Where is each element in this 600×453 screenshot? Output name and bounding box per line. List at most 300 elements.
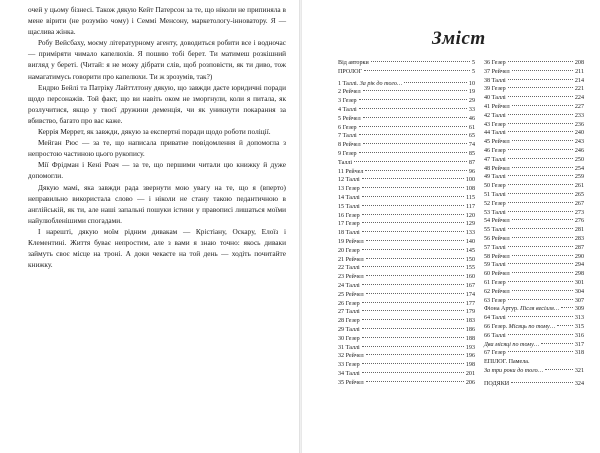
toc-entry-subtitle: Після весілля… [520,306,560,313]
acknowledgements-text [28,4,286,270]
toc-entry[interactable] [484,349,584,358]
toc-leader-dots [362,319,464,320]
toc-entry[interactable] [338,106,475,115]
toc-entry-label: 66 Таллі [484,332,506,339]
toc-entry[interactable] [484,323,584,332]
toc-entry-title [484,314,506,323]
toc-entry-label: 30 Гезер [338,335,360,342]
toc-entry-label: 16 Гезер [338,212,360,219]
toc-leader-dots [508,175,573,176]
toc-entry[interactable] [338,282,475,291]
toc-leader-dots [561,307,573,308]
toc-entry-label: Фіона Артур. [484,306,519,313]
toc-entry-title [484,305,559,314]
toc-page-number: 265 [574,191,584,198]
toc-entry-title [338,88,361,97]
toc-entry-title [338,370,360,379]
toc-leader-dots [508,281,573,282]
paragraph: Ендрю Бейлі та Патріку Лайттлтону дякую, що завжди даєте юридичні поради щодо персонажів. Той факт, що ви навіть оком не зморгнули, коли я питала, як розлучитися, якщо у твоєї дружини деменція, чи як уникнути покарання за вбивство, багато про вас каже. [28,82,286,125]
toc-leader-dots [366,293,464,294]
toc-leader-dots [512,272,573,273]
toc-entry-title [484,297,506,306]
toc-entry[interactable] [484,112,584,121]
toc-page-number: 315 [574,323,584,330]
toc-leader-dots [508,131,573,132]
toc-entry-label: 53 Таллі [484,209,506,216]
toc-page-number: 287 [574,244,584,251]
toc-entry-label: 58 Рейчел [484,253,510,260]
toc-leader-dots [404,82,467,83]
toc-entry-label: 3 Гезер [338,98,357,105]
toc-entry[interactable] [338,220,475,229]
toc-entry[interactable] [484,367,584,376]
toc-entry-title [338,194,360,203]
toc-entry-label: 13 Гезер [338,186,360,193]
toc-page-number: 236 [574,121,584,128]
toc-column-right [484,59,584,388]
toc-leader-dots [354,161,467,162]
toc-page-number: 290 [574,253,584,260]
toc-entry[interactable] [484,129,584,138]
toc-entry-label: 56 Рейчел [484,235,510,242]
toc-entry-title [338,238,364,247]
paragraph: Мейган Рюс — за те, що написала приватне повідомлення й допомогла з непростою частиною цього рукопису. [28,138,286,159]
toc-leader-dots [508,79,573,80]
toc-leader-dots [557,325,573,326]
toc-page-number: 316 [574,332,584,339]
toc-entry-title [484,182,506,191]
toc-entry-label: 37 Рейчел [484,68,510,75]
toc-entry[interactable] [484,77,584,86]
toc-leader-dots [508,351,573,352]
toc-page-number: 46 [468,115,475,122]
toc-entry-subtitle: За рік до того… [359,80,403,87]
toc-entry[interactable] [484,244,584,253]
toc-entry[interactable] [338,291,475,300]
toc-entry[interactable] [338,124,475,133]
toc-page-number: 243 [574,139,584,146]
toc-entry-label: 5 Рейчел [338,115,361,122]
toc-leader-dots [363,117,467,118]
toc-entry[interactable] [338,150,475,159]
toc-entry-label: 42 Таллі [484,112,506,119]
toc-entry[interactable] [484,253,584,262]
toc-entry-label: 57 Таллі [484,244,506,251]
toc-entry[interactable] [484,380,584,389]
toc-leader-dots [366,240,464,241]
toc-entry-title [484,279,506,288]
toc-entry[interactable] [338,176,475,185]
toc-entry[interactable] [484,156,584,165]
toc-page-number: 65 [468,133,475,140]
toc-page-number: 221 [574,86,584,93]
toc-entry-title [338,141,361,150]
toc-page-number: 100 [465,177,475,184]
toc-entry-title [484,77,506,86]
toc-entry-subtitle: За три роки до того… [484,367,544,374]
toc-page-number: 301 [574,279,584,286]
toc-entry-label: 67 Гезер [484,350,506,357]
toc-entry[interactable] [484,358,584,367]
toc-leader-dots [362,222,464,223]
toc-entry[interactable] [338,256,475,265]
toc-entry[interactable] [484,297,584,306]
toc-page-number: 273 [574,209,584,216]
toc-entry-label: 47 Таллі [484,156,506,163]
toc-leader-dots [508,299,573,300]
toc-entry-title [484,191,506,200]
toc-entry-title [484,270,510,279]
toc-entry-title [484,349,506,358]
toc-entry[interactable] [338,168,475,177]
toc-entry-label: 55 Таллі [484,227,506,234]
toc-entry[interactable] [338,308,475,317]
toc-leader-dots [508,184,573,185]
toc-page-number: 283 [574,235,584,242]
toc-entry-label: 22 Таллі [338,265,360,272]
toc-leader-dots [366,258,464,259]
toc-page-number: 188 [465,335,475,342]
toc-entry[interactable] [338,247,475,256]
toc-entry[interactable] [338,132,475,141]
toc-page-number: 85 [468,150,475,157]
toc-entry-title [484,332,506,341]
toc-entry-label: 40 Таллі [484,95,506,102]
paragraph: очей у цьому бізнесі. Також дякую Кейт Патерсон за те, що ніколи не припиняла в мене вірити (не розумію чому) і Семмі Менсону, маркетологу-інноватору. Я — щаслива жінка. [28,5,286,37]
toc-entry-label: 7 Таллі [338,133,357,140]
toc-page-number: 117 [466,203,475,210]
toc-entry-title [338,344,360,353]
toc-leader-dots [366,354,464,355]
toc-leader-dots [362,249,464,250]
toc-entry[interactable] [484,235,584,244]
toc-page-number: 160 [465,274,475,281]
toc-entry-label: 39 Гезер [484,86,506,93]
paragraph: Мії Фрідман і Кені Роач — за те, що першими читали цю книжку й дуже допомогли. [28,160,286,181]
toc-entry-label: 12 Таллі [338,177,360,184]
toc-entry[interactable] [484,59,584,68]
toc-entry-title [338,220,360,229]
toc-entry-label: 28 Гезер [338,318,360,325]
toc-leader-dots [508,193,573,194]
toc-page-number: 321 [574,367,584,374]
toc-leader-dots [365,170,466,171]
toc-entry-label: 51 Таллі [484,191,506,198]
toc-leader-dots [363,90,467,91]
toc-entry-title [338,203,360,212]
toc-page-number: 61 [468,124,475,131]
toc-page-number: 250 [574,156,584,163]
toc-entry[interactable] [338,212,475,221]
toc-entry[interactable] [338,141,475,150]
toc-entry[interactable] [338,326,475,335]
toc-entry-label: 31 Таллі [338,344,360,351]
toc-leader-dots [362,310,464,311]
toc-entry-title [484,165,510,174]
toc-page-number: 174 [465,291,475,298]
toc-entry-label: ЕПІЛОГ. Памела. [484,359,530,366]
toc-entry[interactable] [484,217,584,226]
toc-entry[interactable] [484,103,584,112]
toc-leader-dots [359,126,467,127]
toc-entry[interactable] [338,317,475,326]
toc-entry-title [338,247,360,256]
toc-entry[interactable] [484,279,584,288]
toc-entry[interactable] [338,300,475,309]
toc-entry-label: Таллі [338,159,353,166]
toc-leader-dots [364,70,470,71]
toc-page-number: 33 [468,106,475,113]
toc-entry[interactable] [484,191,584,200]
toc-leader-dots [362,231,464,232]
toc-entry-title [484,341,539,350]
toc-entry-label: 50 Гезер [484,183,506,190]
toc-entry[interactable] [338,68,475,77]
toc-entry[interactable] [338,335,475,344]
toc-entry-label: 19 Рейчел [338,238,364,245]
toc-page-number: 246 [574,147,584,154]
toc-entry-label: 62 Рейчел [484,288,510,295]
toc-entry[interactable] [338,203,475,212]
toc-leader-dots [362,302,464,303]
toc-entry-label: 41 Рейчел [484,103,510,110]
toc-leader-dots [508,246,573,247]
toc-page-number: 177 [465,300,475,307]
toc-leader-dots [508,263,573,264]
toc-leader-dots [512,70,573,71]
toc-entry-title [338,80,402,89]
toc-entry-label: 34 Таллі [338,370,360,377]
toc-leader-dots [362,205,464,206]
toc-entry-label: 15 Таллі [338,203,360,210]
toc-entry-title [484,226,506,235]
paragraph: І нарешті, дякую моїм рідним дивакам — Крістіану, Оскару, Елоїз і Клементині. Життя буває непростим, але з вами я знаю точно: якось диваки займуть своє місце на троні. А доки чекаєте на той день — ходіть почитайте книжку. [28,226,286,270]
toc-entry[interactable] [484,182,584,191]
toc-leader-dots [359,134,467,135]
toc-page-number: 276 [574,218,584,225]
toc-entry-subtitle: Два місяці по тому… [484,341,540,348]
toc-entry-label: 26 Гезер [338,300,360,307]
toc-entry[interactable] [338,159,475,168]
toc-page-number: 74 [468,142,475,149]
toc-leader-dots [508,123,573,124]
toc-leader-dots [508,96,573,97]
toc-page-number: 96 [468,168,475,175]
toc-page-number: 267 [574,200,584,207]
toc-entry[interactable] [484,173,584,182]
toc-leader-dots [508,158,573,159]
right-page [302,0,600,453]
toc-entry[interactable] [338,80,475,89]
toc-entry-title [484,68,510,77]
toc-page-number: 318 [574,350,584,357]
toc-entry-label: 63 Гезер [484,297,506,304]
toc-entry-label: 38 Таллі [484,77,506,84]
toc-page-number: 208 [574,60,584,66]
toc-page-number: 193 [465,344,475,351]
toc-entry-title [484,156,506,165]
toc-entry-label: 23 Рейчел [338,274,364,281]
toc-entry-label: 21 Рейчел [338,256,364,263]
toc-entry[interactable] [338,361,475,370]
toc-entry[interactable] [338,97,475,106]
toc-entry[interactable] [338,194,475,203]
toc-entry-title [338,168,363,177]
toc-entry[interactable] [484,209,584,218]
toc-page-number: 233 [574,112,584,119]
toc-leader-dots [362,372,464,373]
toc-entry-title [338,326,360,335]
toc-entry-title [484,209,506,218]
toc-entry[interactable] [338,273,475,282]
toc-page-number: 115 [466,194,475,201]
toc-entry-label: ПОДЯКИ [484,380,510,387]
toc-entry[interactable] [484,147,584,156]
toc-entry-title [338,115,361,124]
toc-page-number: 155 [465,265,475,272]
toc-entry-label: 60 Рейчел [484,271,510,278]
toc-entry-title [338,106,357,115]
toc-entry-label: 1 Таллі. [338,80,359,87]
toc-entry[interactable] [338,264,475,273]
toc-page-number: 87 [468,159,475,166]
toc-leader-dots [362,214,464,215]
toc-page-number: 259 [574,174,584,181]
toc-entry[interactable] [484,85,584,94]
toc-entry-title [338,317,360,326]
toc-leader-dots [545,369,573,370]
toc-entry-title [338,308,360,317]
toc-entry-title [338,68,362,77]
toc-entry-title [484,358,530,367]
toc-entry[interactable] [484,270,584,279]
toc-page-number: 140 [465,238,475,245]
toc-entry-label: 44 Таллі [484,130,506,137]
toc-entry-title [484,147,506,156]
toc-entry[interactable] [484,226,584,235]
toc-entry-title [338,150,357,159]
toc-entry[interactable] [484,138,584,147]
toc-entry-label: 43 Гезер [484,121,506,128]
toc-entry-label: 46 Гезер [484,147,506,154]
toc-entry[interactable] [338,229,475,238]
toc-title: Зміст [432,28,486,49]
toc-entry[interactable] [484,332,584,341]
toc-leader-dots [363,143,467,144]
toc-leader-dots [541,343,573,344]
toc-entry[interactable] [484,261,584,270]
toc-page-number: 254 [574,165,584,172]
toc-entry-title [338,282,360,291]
toc-entry[interactable] [484,121,584,130]
toc-entry-title [338,159,352,168]
toc-entry[interactable] [338,344,475,353]
toc-page-number: 5 [471,68,475,75]
toc-entry[interactable] [484,200,584,209]
toc-entry-title [338,335,360,344]
toc-leader-dots [508,211,573,212]
toc-entry[interactable] [484,165,584,174]
toc-entry-label: 2 Рейчел [338,89,361,96]
toc-entry-title [338,97,357,106]
toc-entry-label: 20 Гезер [338,247,360,254]
toc-leader-dots [512,255,573,256]
toc-column-left [338,59,475,387]
toc-page-number: 309 [574,306,584,313]
toc-entry[interactable] [338,238,475,247]
toc-leader-dots [362,196,464,197]
toc-entry-label: 17 Гезер [338,221,360,228]
toc-entry-title [338,361,360,370]
toc-leader-dots [512,167,573,168]
toc-entry-label: 52 Гезер [484,200,506,207]
toc-entry-title [338,176,360,185]
toc-leader-dots [362,266,464,267]
toc-entry-title [484,129,506,138]
toc-page-number: 196 [465,353,475,360]
toc-page-number: 206 [465,379,475,386]
toc-entry[interactable] [338,115,475,124]
toc-entry-title [484,217,510,226]
toc-entry-title [484,288,510,297]
toc-entry[interactable] [484,288,584,297]
toc-leader-dots [371,61,470,62]
paragraph: Дякую мамі, яка завжди рада звернути мою увагу на те, що я (вперто) неправильно використала слово — і ніколи не стану такою педантичною в англійській, як ти, але наші запальні пошуки істини у правописі лишаться моїми найулюбленішими спогадами. [28,182,286,225]
toc-entry-label: 32 Рейчел [338,353,364,360]
toc-entry[interactable] [338,370,475,379]
toc-entry-label: 35 Рейчел [338,379,364,386]
toc-entry[interactable] [484,314,584,323]
toc-page-number: 183 [465,318,475,325]
toc-entry[interactable] [484,341,584,350]
toc-entry-title [338,59,369,68]
toc-entry[interactable] [338,88,475,97]
toc-page-number: 133 [465,230,475,237]
toc-entry-label: 18 Таллі [338,230,360,237]
toc-page-number: 313 [574,315,584,322]
toc-page-number: 304 [574,288,584,295]
toc-leader-dots [512,237,573,238]
toc-entry-title [338,379,364,388]
toc-entry-title [484,261,506,270]
toc-entry-label: 49 Таллі [484,174,506,181]
toc-entry-label: 45 Рейчел [484,139,510,146]
paragraph: Керрія Меррет, як завжди, дякую за експертні поради щодо роботи поліції. [38,127,271,137]
toc-entry[interactable] [338,185,475,194]
toc-leader-dots [359,99,467,100]
toc-entry[interactable] [338,59,475,68]
toc-entry-label: 29 Таллі [338,326,360,333]
toc-entry[interactable] [484,94,584,103]
toc-leader-dots [359,108,467,109]
toc-entry[interactable] [338,379,475,388]
toc-entry[interactable] [484,305,584,314]
toc-leader-dots [508,149,573,150]
toc-entry-label: 9 Гезер [338,150,357,157]
toc-leader-dots [512,140,573,141]
toc-page-number: 145 [465,247,475,254]
toc-entry-label: 54 Рейчел [484,218,510,225]
toc-leader-dots [508,334,573,335]
toc-page-number: 120 [465,212,475,219]
toc-entry-label: 36 Гезер [484,60,506,66]
toc-page-number: 214 [574,77,584,84]
toc-page-number: 201 [465,370,475,377]
toc-entry[interactable] [338,352,475,361]
toc-entry[interactable] [484,68,584,77]
toc-leader-dots [512,105,573,106]
toc-entry-title [484,323,555,332]
